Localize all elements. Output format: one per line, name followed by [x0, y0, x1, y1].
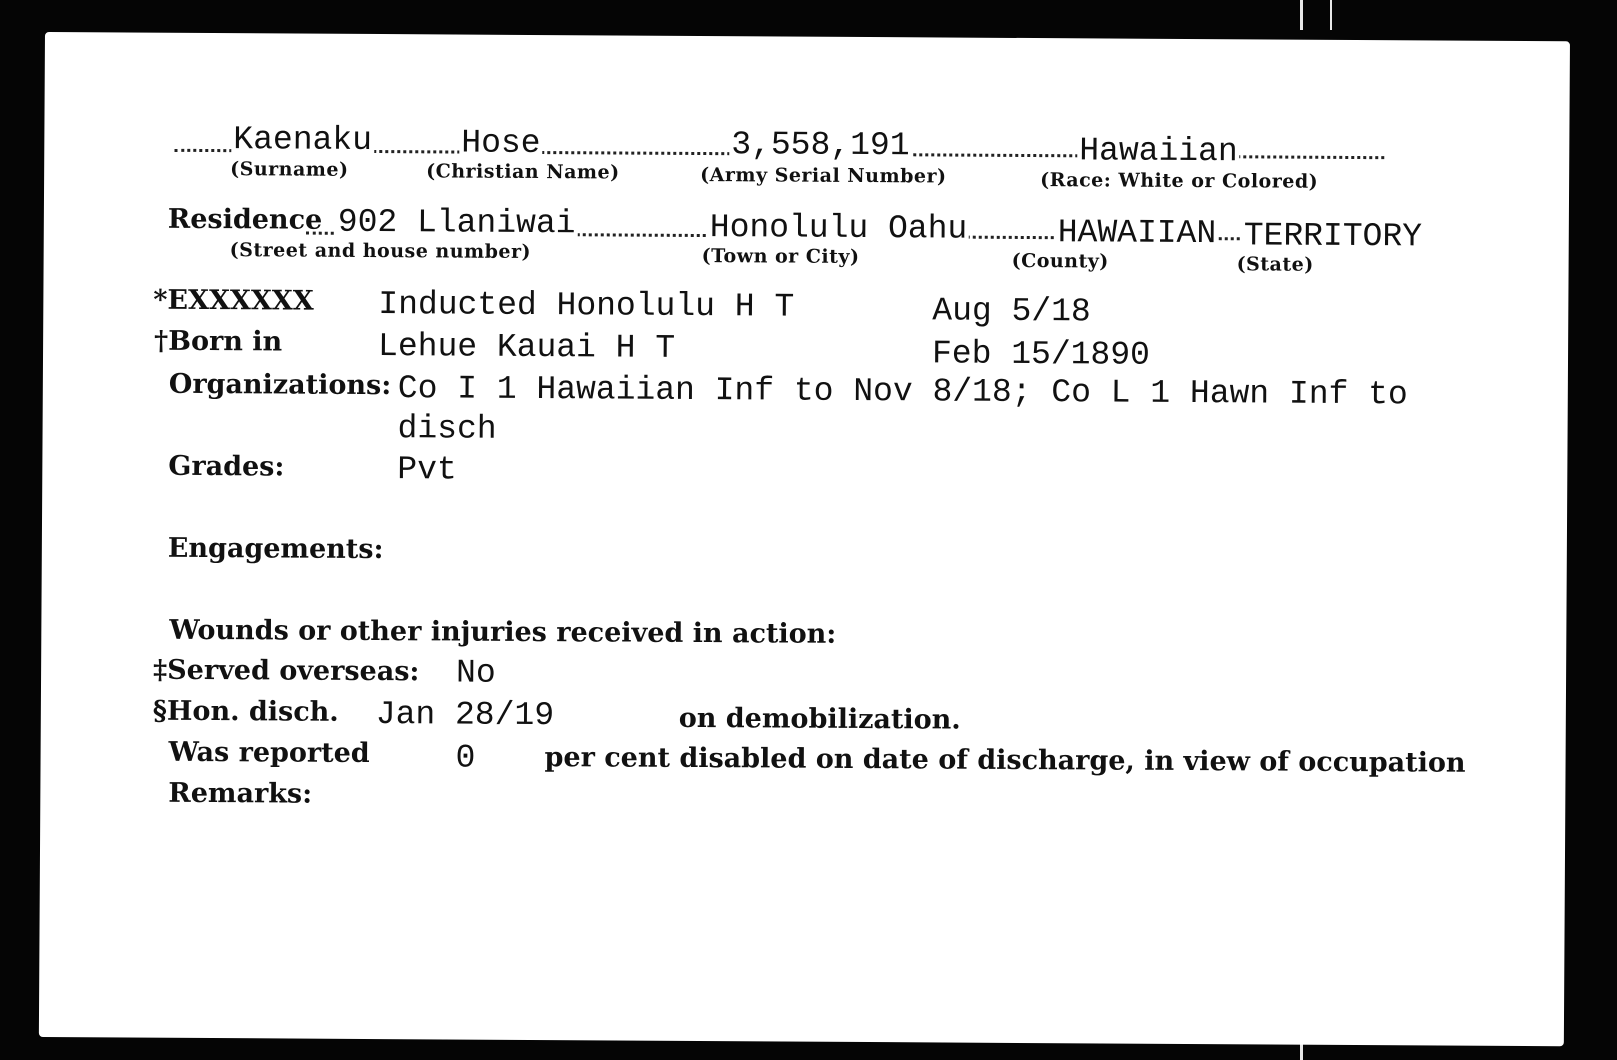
grades-value: Pvt — [397, 451, 457, 489]
organizations-value-line2: disch — [397, 410, 497, 448]
surname-value: Kaenaku — [233, 121, 373, 159]
enlisted-value: Inducted Honolulu H T — [378, 286, 795, 326]
state-value: TERRITORY — [1243, 217, 1423, 256]
christian-name-value: Hose — [461, 124, 541, 163]
disabled-label: Was reported — [168, 736, 370, 769]
scan-edge-line — [1300, 0, 1303, 30]
wounds-label: Wounds or other injuries received in action: — [169, 614, 837, 650]
enlisted-date: Aug 5/18 — [932, 292, 1091, 331]
hon-disch-suffix: on demobilization. — [678, 702, 961, 736]
overseas-value: No — [455, 654, 496, 692]
scan-edge-line — [1330, 0, 1332, 30]
enlisted-label: *EXXXXXX — [153, 284, 314, 317]
hon-disch-date: Jan 28/19 — [375, 696, 555, 735]
town-label: (Town or City) — [701, 245, 860, 268]
engagements-label: Engagements: — [167, 532, 384, 566]
race-label: (Race: White or Colored) — [1040, 169, 1319, 193]
born-date: Feb 15/1890 — [931, 335, 1151, 374]
born-label: †Born in — [154, 325, 283, 358]
street-label: (Street and house number) — [229, 239, 532, 263]
remarks-label: Remarks: — [168, 777, 313, 810]
serial-number-label: (Army Serial Number) — [700, 164, 947, 188]
hon-disch-label: §Hon. disch. — [152, 695, 339, 728]
christian-name-label: (Christian Name) — [426, 160, 620, 184]
street-value: 902 Llaniwai — [337, 203, 576, 243]
overseas-label: ‡Served overseas: — [153, 654, 420, 688]
county-value: HAWAIIAN — [1057, 214, 1217, 253]
born-value: Lehue Kauai H T — [377, 328, 676, 367]
surname-label: (Surname) — [230, 158, 349, 181]
town-value: Honolulu Oahu — [709, 209, 968, 248]
serial-number-value: 3,558,191 — [731, 126, 910, 165]
grades-label: Grades: — [168, 450, 285, 483]
organizations-label: Organizations: — [168, 368, 392, 402]
county-label: (County) — [1011, 249, 1109, 273]
disabled-percent-value: 0 — [455, 739, 476, 777]
race-value: Hawaiian — [1079, 132, 1238, 171]
service-record-card — [39, 32, 1570, 1046]
organizations-value-line1: Co I 1 Hawaiian Inf to Nov 8/18; Co L 1 Hawn Inf to — [397, 370, 1408, 414]
residence-label: Residence — [167, 203, 323, 236]
disabled-suffix: per cent disabled on date of discharge, in view of occupation — [544, 742, 1466, 779]
state-label: (State) — [1236, 253, 1314, 276]
